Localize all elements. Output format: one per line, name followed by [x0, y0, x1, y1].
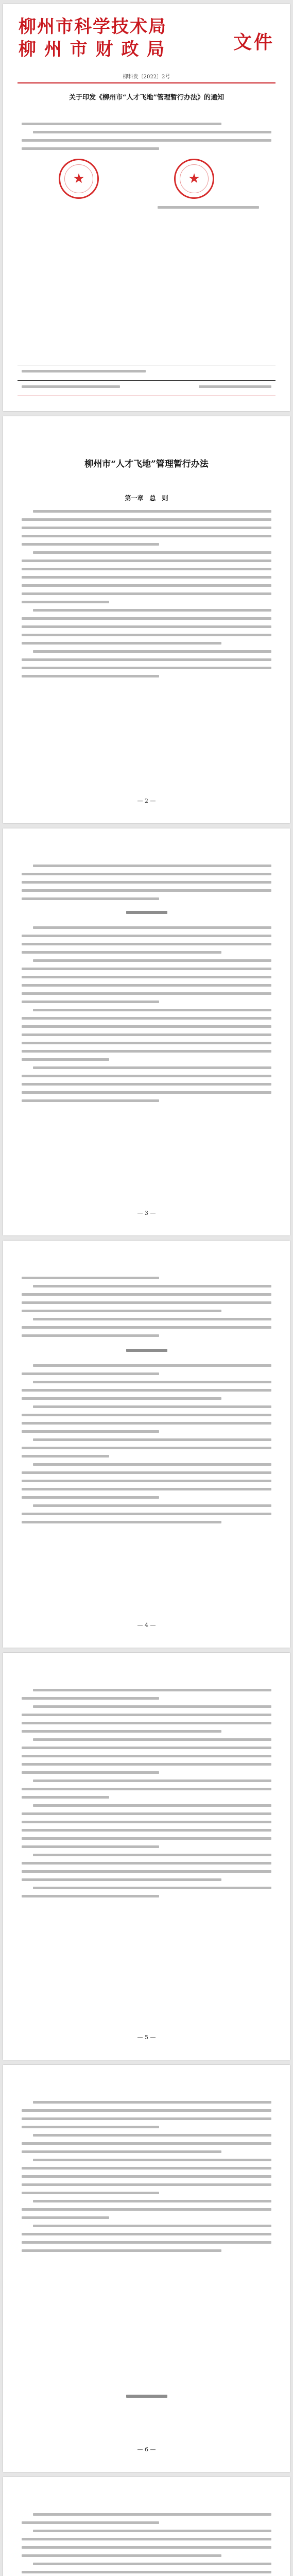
page-5-body — [22, 1689, 271, 1903]
official-seal-icon: ★ — [188, 171, 200, 187]
page-number: — 4 — — [137, 1622, 156, 1629]
chapter-2-heading — [126, 911, 167, 914]
chapter-1-heading: 第一章 总 则 — [125, 495, 168, 502]
footer-rule-mid — [18, 380, 275, 381]
footer-distribution — [22, 370, 146, 378]
document-title: 柳州市“人才飞地”管理暂行办法 — [84, 459, 209, 469]
page-number: — 5 — — [137, 2034, 156, 2041]
document-number: 柳科发〔2022〕2号 — [123, 74, 170, 80]
page-number: — 3 — — [137, 1210, 156, 1216]
page-number: — 2 — — [137, 798, 156, 804]
page-1 — [3, 4, 290, 411]
issuer-finance-bureau: 柳 州 市 财 政 局 — [19, 39, 166, 60]
page-2 — [3, 416, 290, 823]
footer-print-date — [199, 385, 271, 394]
issuer-science-bureau: 柳州市科学技术局 — [19, 16, 167, 37]
page-7-body — [22, 2513, 271, 2576]
science-bureau-seal — [174, 159, 214, 199]
document-type: 文件 — [233, 31, 274, 53]
notice-date-line — [158, 206, 259, 214]
page-6-body — [22, 2101, 271, 2258]
page-6 — [3, 2065, 290, 2472]
page-4-body-b — [22, 1364, 271, 1529]
page-3-body-b — [22, 926, 271, 1108]
page-4 — [3, 1241, 290, 1648]
chapter-3-heading — [126, 1349, 167, 1352]
masthead — [19, 16, 274, 68]
notice-title: 关于印发《柳州市“人才飞地”管理暂行办法》的通知 — [69, 94, 224, 101]
page-number: — 6 — — [137, 2446, 156, 2453]
finance-bureau-seal — [59, 159, 99, 199]
page-3 — [3, 828, 290, 1235]
chapter-4-heading — [126, 2395, 167, 2398]
footer-office-line — [22, 385, 120, 394]
page-5 — [3, 1653, 290, 2060]
page-4-body-a — [22, 1277, 271, 1343]
page-2-body — [22, 510, 271, 683]
masthead-rule — [18, 82, 275, 83]
page-7 — [3, 2477, 290, 2576]
official-seal-icon: ★ — [73, 171, 85, 187]
notice-body — [22, 123, 271, 156]
page-3-body-a — [22, 865, 271, 906]
